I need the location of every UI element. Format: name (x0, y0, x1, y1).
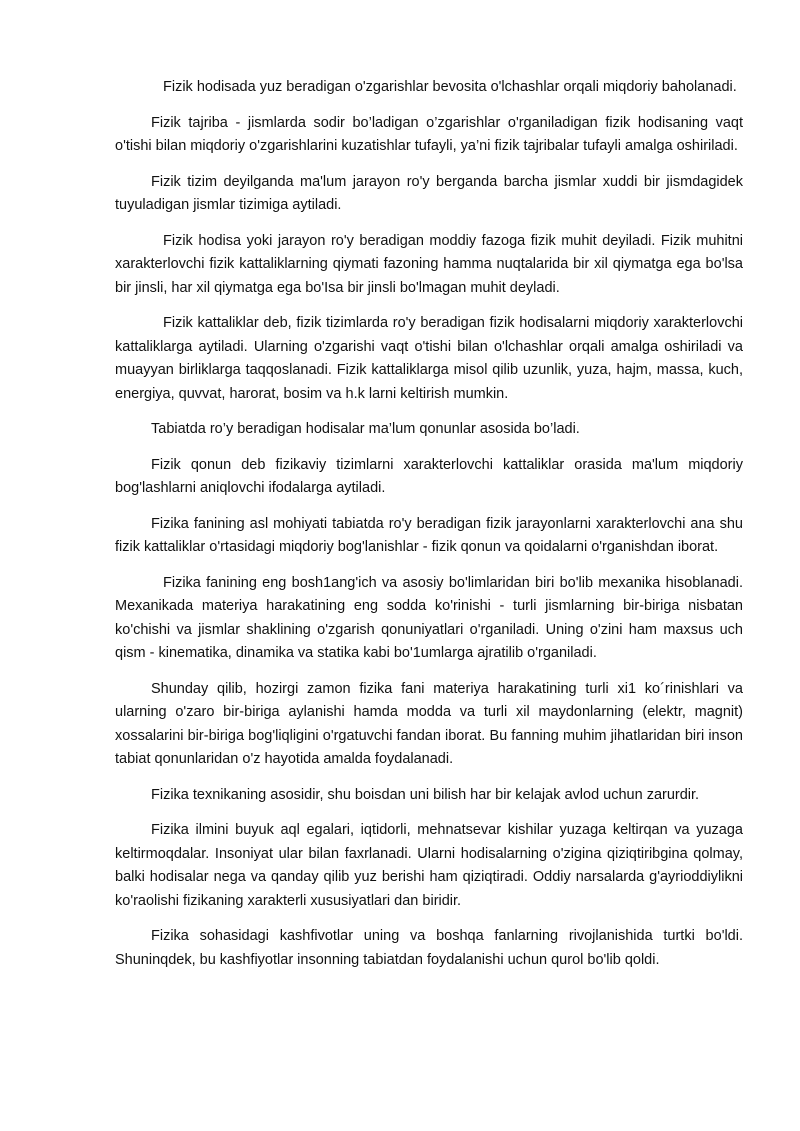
paragraph-6: Tabiatda ro’y beradigan hodisalar ma’lum qonunlar asosida bo’ladi. (151, 421, 580, 437)
paragraph-11: Fizika texnikaning asosidir, shu boisdan uni bilish har bir kelajak avlod uchun zarurdir. (151, 786, 700, 803)
paragraph-12: Fizika ilmini buyuk aql egalari, iqtidorli, mehnatsevar kishilar yuzaga keltirqan va yuzaga keltirmoqdalar. Insoniyat ular bilan faxrlanadi. Ularni hodisalarning o'zigina qiziqtiribgina qolmay, balki hodisalar nega va qanday qilib yuz berishi ham qiziqtiradi. Oddiy narsalarda g'ayrioddiylikni ko'raolishi fizikaning xarakterli xususiyatlari dan biridir. (115, 822, 743, 909)
paragraph-10: Shunday qilib, hozirgi zamon fizika fani materiya harakatining turli xi1 ko´rinishlari va ularning o'zaro bir-biriga aylanishi hamda modda va turli xil maydonlarning (elektr, magnit) xossalarini bir-biriga bog'liqligini o'rgatuvchi fandan iborat. Bu fanning muhim jihatlaridan biri inson tabiat qonunlaridan o'z hayotida amalda foydalanadi. (115, 680, 743, 767)
paragraph-3: Fizik tizim deyilganda ma'lum jarayon ro'y berganda barcha jismlar xuddi bir jismdagidek tuyuladigan jismlar tizimiga aytiladi. (115, 173, 743, 213)
paragraph-2: Fizik tajriba - jismlarda sodir bo’ladigan o’zgarishlar o'rganiladigan fizik hodisaning vaqt o'tishi bilan miqdoriy o'zgarishlarini kuzatishlar tufayli, ya’ni fizik tajribalar tufayli amalga oshiriladi. (115, 114, 743, 154)
paragraph-8: Fizika fanining asl mohiyati tabiatda ro'y beradigan fizik jarayonlarni xarakterlovchi ana shu fizik kattaliklar o'rtasidagi miqdoriy bog'lanishlar - fizik qonun va qoidalarni o'rganishdan iborat. (115, 515, 743, 555)
paragraph-4: Fizik hodisa yoki jarayon ro'y beradigan moddiy fazoga fizik muhit deyiladi. Fizik muhitni xarakterlovchi fizik kattaliklarning qiymati fazoning hamma nuqtalarida bir xil qiymatga ega bo'lsa bir jinsli, har xil qiymatga ega bo'Isa bir jinsli bo'lmagan muhit deyladi. (115, 232, 743, 296)
paragraph-1: Fizik hodisada yuz beradigan o'zgarishlar bevosita o'lchashlar orqali miqdoriy baholanadi. (163, 79, 737, 95)
paragraph-9: Fizika fanining eng bosh1ang'ich va asosiy bo'limlaridan biri bo'lib mexanika hisoblanadi. Mexanikada materiya harakatining eng sodda ko'rinishi - turli jismlarning bir-biriga nisbatan ko'chishi va jismlar shaklining o'zgarish qonuniyatlari o'rganiladi. Uning o'zini ham maxsus uch qism - kinematika, dinamika va statika kabi bo'1umlarga ajratilib o'rganiladi. (115, 574, 743, 661)
paragraph-13: Fizika sohasidagi kashfivotlar uning va boshqa fanlarning rivojlanishida turtki bo'ldi. Shuninqdek, bu kashfiyotlar insonning tabiatdan foydalanishi uchun qurol bo'lib qoldi. (115, 928, 743, 968)
paragraph-5: Fizik kattaliklar deb, fizik tizimlarda ro'y beradigan fizik hodisalarni miqdoriy xarakterlovchi kattaliklarga aytiladi. Ularning o'zgarishi vaqt o'tishi bilan o'lchashlar orqali amalga oshiriladi va muayyan birliklarga taqqoslanadi. Fizik kattaliklarga misol qilib uzunlik, yuza, hajm, massa, kuch, energiya, quvvat, harorat, bosim va h.k larni keltirish mumkin. (115, 315, 743, 402)
paragraph-7: Fizik qonun deb fizikaviy tizimlarni xarakterlovchi kattaliklar orasida ma'lum miqdoriy bog'lashlarni aniqlovchi ifodalarga aytiladi. (115, 456, 743, 496)
